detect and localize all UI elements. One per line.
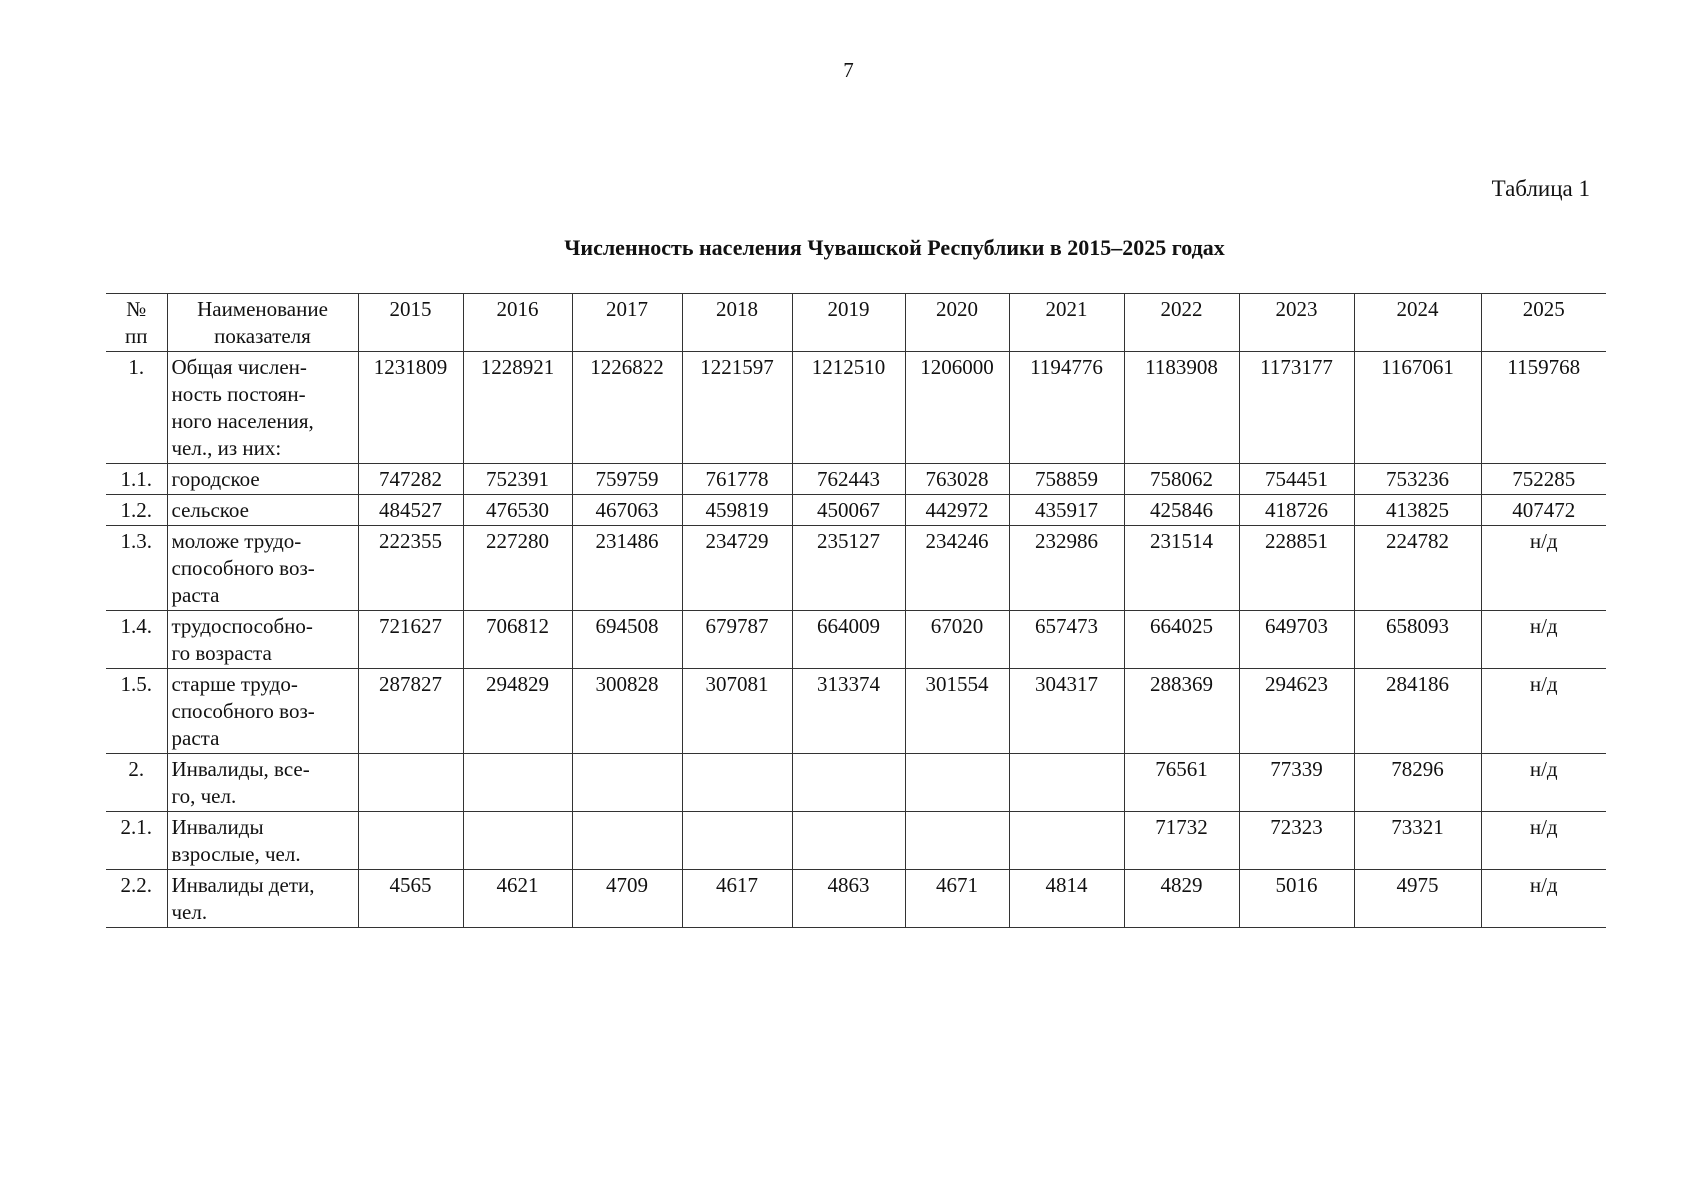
value-cell: 459819 xyxy=(682,495,792,526)
header-year: 2018 xyxy=(682,294,792,352)
population-table xyxy=(106,293,1606,928)
header-no-line1: № xyxy=(126,297,147,321)
value-cell xyxy=(905,812,1009,870)
row-number: 1.1. xyxy=(106,464,167,495)
value-cell: 1212510 xyxy=(792,352,905,464)
value-cell: 4975 xyxy=(1354,870,1481,928)
value-cell: 418726 xyxy=(1239,495,1354,526)
value-cell: 4814 xyxy=(1009,870,1124,928)
value-cell: 467063 xyxy=(572,495,682,526)
header-year: 2020 xyxy=(905,294,1009,352)
value-cell: 442972 xyxy=(905,495,1009,526)
table-row xyxy=(106,352,1606,464)
value-cell: 450067 xyxy=(792,495,905,526)
indicator-name xyxy=(167,464,358,495)
value-cell: 649703 xyxy=(1239,611,1354,669)
value-cell: 73321 xyxy=(1354,812,1481,870)
row-number: 1.4. xyxy=(106,611,167,669)
value-cell: 287827 xyxy=(358,669,463,754)
value-cell: 313374 xyxy=(792,669,905,754)
indicator-name xyxy=(167,812,358,870)
table-row xyxy=(106,812,1606,870)
value-cell: 307081 xyxy=(682,669,792,754)
table-row xyxy=(106,495,1606,526)
value-cell: 763028 xyxy=(905,464,1009,495)
value-cell xyxy=(682,754,792,812)
value-cell: 284186 xyxy=(1354,669,1481,754)
value-cell: 288369 xyxy=(1124,669,1239,754)
indicator-name-line: Инвалиды xyxy=(171,815,264,839)
indicator-name xyxy=(167,611,358,669)
row-number: 1.3. xyxy=(106,526,167,611)
value-cell: 4617 xyxy=(682,870,792,928)
value-cell: н/д xyxy=(1481,870,1606,928)
value-cell: 4863 xyxy=(792,870,905,928)
value-cell: 1206000 xyxy=(905,352,1009,464)
value-cell: 78296 xyxy=(1354,754,1481,812)
indicator-name-line: способного воз- xyxy=(171,699,315,723)
indicator-name xyxy=(167,495,358,526)
value-cell xyxy=(463,754,572,812)
value-cell: 1221597 xyxy=(682,352,792,464)
value-cell: 300828 xyxy=(572,669,682,754)
value-cell: 4709 xyxy=(572,870,682,928)
row-number: 1. xyxy=(106,352,167,464)
value-cell: 231514 xyxy=(1124,526,1239,611)
value-cell: 754451 xyxy=(1239,464,1354,495)
value-cell: 231486 xyxy=(572,526,682,611)
indicator-name-line: раста xyxy=(171,726,220,750)
row-number: 2.1. xyxy=(106,812,167,870)
value-cell: 4671 xyxy=(905,870,1009,928)
header-year: 2016 xyxy=(463,294,572,352)
indicator-name-line: способного воз- xyxy=(171,556,315,580)
value-cell xyxy=(792,754,905,812)
value-cell: 484527 xyxy=(358,495,463,526)
value-cell: 234246 xyxy=(905,526,1009,611)
table-body xyxy=(106,352,1606,928)
indicator-name-line: городское xyxy=(171,467,260,491)
indicator-name-line: раста xyxy=(171,583,220,607)
value-cell: н/д xyxy=(1481,812,1606,870)
value-cell: 304317 xyxy=(1009,669,1124,754)
indicator-name-line: чел., из них: xyxy=(171,436,282,460)
value-cell xyxy=(463,812,572,870)
indicator-name-line: го, чел. xyxy=(171,784,237,808)
value-cell: н/д xyxy=(1481,669,1606,754)
indicator-name-line: го возраста xyxy=(171,641,272,665)
value-cell: 658093 xyxy=(1354,611,1481,669)
value-cell: 4829 xyxy=(1124,870,1239,928)
indicator-name xyxy=(167,526,358,611)
table-row xyxy=(106,870,1606,928)
indicator-name-line: взрослые, чел. xyxy=(171,842,301,866)
value-cell: 1167061 xyxy=(1354,352,1481,464)
value-cell: 664025 xyxy=(1124,611,1239,669)
value-cell: 425846 xyxy=(1124,495,1239,526)
indicator-name-line: трудоспособно- xyxy=(171,614,313,638)
value-cell: н/д xyxy=(1481,526,1606,611)
value-cell: 747282 xyxy=(358,464,463,495)
value-cell: 294623 xyxy=(1239,669,1354,754)
indicator-name-line: чел. xyxy=(171,900,208,924)
value-cell: 232986 xyxy=(1009,526,1124,611)
value-cell: н/д xyxy=(1481,754,1606,812)
header-year: 2015 xyxy=(358,294,463,352)
indicator-name xyxy=(167,352,358,464)
row-number: 2.2. xyxy=(106,870,167,928)
table-header-row xyxy=(106,294,1606,352)
header-year: 2024 xyxy=(1354,294,1481,352)
row-number: 1.2. xyxy=(106,495,167,526)
value-cell xyxy=(1009,754,1124,812)
value-cell: 752285 xyxy=(1481,464,1606,495)
value-cell: 435917 xyxy=(1009,495,1124,526)
value-cell: 77339 xyxy=(1239,754,1354,812)
indicator-name-line: старше трудо- xyxy=(171,672,298,696)
table-title: Численность населения Чувашской Республики в 2015–2025 годах xyxy=(564,235,1225,260)
value-cell: 476530 xyxy=(463,495,572,526)
header-year: 2019 xyxy=(792,294,905,352)
value-cell: 657473 xyxy=(1009,611,1124,669)
indicator-name-line: Инвалиды, все- xyxy=(171,757,310,781)
value-cell: 679787 xyxy=(682,611,792,669)
table-row xyxy=(106,526,1606,611)
header-year: 2023 xyxy=(1239,294,1354,352)
value-cell: 4621 xyxy=(463,870,572,928)
indicator-name xyxy=(167,669,358,754)
header-year: 2025 xyxy=(1481,294,1606,352)
value-cell: 1173177 xyxy=(1239,352,1354,464)
value-cell: 4565 xyxy=(358,870,463,928)
value-cell xyxy=(792,812,905,870)
value-cell xyxy=(358,754,463,812)
value-cell: 706812 xyxy=(463,611,572,669)
page-number: 7 xyxy=(843,58,854,82)
value-cell: 664009 xyxy=(792,611,905,669)
value-cell: 228851 xyxy=(1239,526,1354,611)
value-cell xyxy=(905,754,1009,812)
table-row xyxy=(106,464,1606,495)
value-cell: 71732 xyxy=(1124,812,1239,870)
row-number: 1.5. xyxy=(106,669,167,754)
value-cell xyxy=(1009,812,1124,870)
value-cell: 1159768 xyxy=(1481,352,1606,464)
value-cell: 72323 xyxy=(1239,812,1354,870)
value-cell: 235127 xyxy=(792,526,905,611)
value-cell: 227280 xyxy=(463,526,572,611)
value-cell: 694508 xyxy=(572,611,682,669)
value-cell: 1231809 xyxy=(358,352,463,464)
value-cell: 67020 xyxy=(905,611,1009,669)
value-cell: 1183908 xyxy=(1124,352,1239,464)
value-cell: 762443 xyxy=(792,464,905,495)
table-label: Таблица 1 xyxy=(1491,176,1590,201)
header-year: 2021 xyxy=(1009,294,1124,352)
value-cell xyxy=(572,812,682,870)
indicator-name xyxy=(167,754,358,812)
indicator-name-line: ного населения, xyxy=(171,409,314,433)
value-cell: 758062 xyxy=(1124,464,1239,495)
table-row xyxy=(106,669,1606,754)
header-year: 2017 xyxy=(572,294,682,352)
value-cell xyxy=(572,754,682,812)
value-cell: 76561 xyxy=(1124,754,1239,812)
value-cell: 407472 xyxy=(1481,495,1606,526)
indicator-name-line: сельское xyxy=(171,498,249,522)
value-cell: 721627 xyxy=(358,611,463,669)
header-no-line2: пп xyxy=(125,324,148,348)
value-cell: 1228921 xyxy=(463,352,572,464)
header-name xyxy=(167,294,358,352)
value-cell: 758859 xyxy=(1009,464,1124,495)
value-cell: 759759 xyxy=(572,464,682,495)
value-cell: 224782 xyxy=(1354,526,1481,611)
value-cell: н/д xyxy=(1481,611,1606,669)
value-cell: 1226822 xyxy=(572,352,682,464)
row-number: 2. xyxy=(106,754,167,812)
value-cell xyxy=(358,812,463,870)
value-cell xyxy=(682,812,792,870)
value-cell: 294829 xyxy=(463,669,572,754)
indicator-name-line: моложе трудо- xyxy=(171,529,302,553)
table-row xyxy=(106,754,1606,812)
value-cell: 5016 xyxy=(1239,870,1354,928)
header-year: 2022 xyxy=(1124,294,1239,352)
header-name-line1: Наименование xyxy=(197,297,328,321)
value-cell: 752391 xyxy=(463,464,572,495)
value-cell: 222355 xyxy=(358,526,463,611)
indicator-name xyxy=(167,870,358,928)
value-cell: 753236 xyxy=(1354,464,1481,495)
indicator-name-line: ность постоян- xyxy=(171,382,306,406)
table-row xyxy=(106,611,1606,669)
value-cell: 301554 xyxy=(905,669,1009,754)
indicator-name-line: Общая числен- xyxy=(171,355,307,379)
value-cell: 1194776 xyxy=(1009,352,1124,464)
value-cell: 234729 xyxy=(682,526,792,611)
header-no xyxy=(106,294,167,352)
indicator-name-line: Инвалиды дети, xyxy=(171,873,315,897)
value-cell: 413825 xyxy=(1354,495,1481,526)
header-name-line2: показателя xyxy=(214,324,311,348)
value-cell: 761778 xyxy=(682,464,792,495)
